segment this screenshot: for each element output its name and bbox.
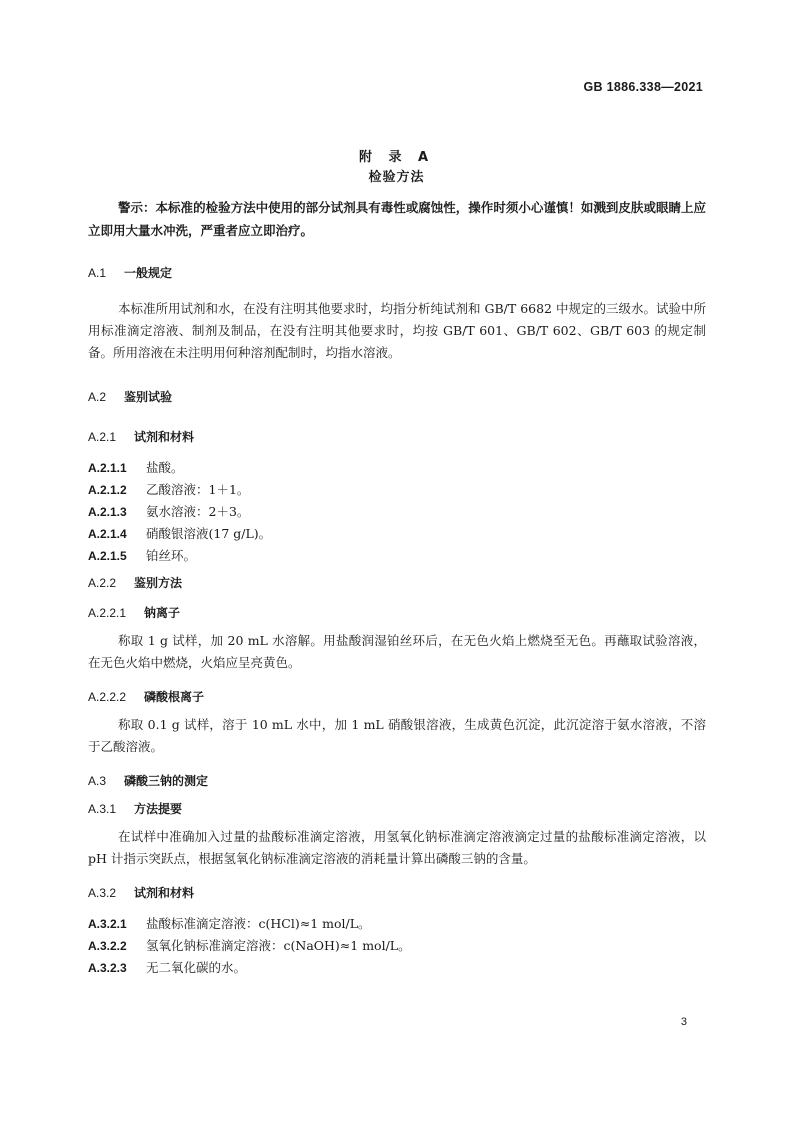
list-item xyxy=(88,502,249,520)
standard-code: GB 1886.338—2021 xyxy=(583,80,703,94)
item-number: A.3.2.2 xyxy=(88,939,127,953)
section-title: 鉴别试验 xyxy=(124,390,173,404)
section-a31-heading xyxy=(88,800,182,817)
section-a221-heading xyxy=(88,604,180,621)
section-title: 磷酸三钠的测定 xyxy=(124,774,209,788)
item-number: A.2.1.5 xyxy=(88,549,127,563)
list-item xyxy=(88,914,371,932)
section-a3-heading xyxy=(88,772,208,789)
section-a31-paragraph: 在试样中准确加入过量的盐酸标准滴定溶液，用氢氧化钠标准滴定溶液滴定过量的盐酸标准滴定溶液，以 pH 计指示突跃点，根据氢氧化钠标准滴定溶液的消耗量计算出磷酸三钠的含量。 xyxy=(88,829,706,866)
section-a222-heading xyxy=(88,688,204,705)
item-text: 盐酸。 xyxy=(146,460,184,475)
section-a222-paragraph: 称取 0.1 g 试样，溶于 10 mL 水中，加 1 mL 硝酸银溶液，生成黄色沉淀，此沉淀溶于氨水溶液，不溶于乙酸溶液。 xyxy=(88,717,706,754)
item-number: A.2.1.2 xyxy=(88,483,127,497)
item-text: 乙酸溶液：1＋1。 xyxy=(146,482,250,497)
item-text: 无二氧化碳的水。 xyxy=(146,960,247,975)
section-number: A.3 xyxy=(88,774,107,788)
item-number: A.3.2.1 xyxy=(88,917,127,931)
item-text: 氢氧化钠标准滴定溶液：c(NaOH)≈1 mol/L。 xyxy=(146,938,411,953)
section-title: 磷酸根离子 xyxy=(144,690,205,704)
section-a1-paragraph: 本标准所用试剂和水，在没有注明其他要求时，均指分析纯试剂和 GB/T 6682 中规定的三级水。试验中所用标准滴定溶液、制剂及制品，在没有注明其他要求时，均按 GB/T 601、GB/T 602、GB/T 603 的规定制备。所用溶液在未注明用何种溶剂配制时，均指水溶液。 xyxy=(88,301,706,360)
list-item xyxy=(88,480,249,498)
section-number: A.2 xyxy=(88,390,107,404)
section-a221-paragraph: 称取 1 g 试样，加 20 mL 水溶解。用盐酸润湿铂丝环后，在无色火焰上燃烧至无色。再蘸取试验溶液，在无色火焰中燃烧，火焰应呈亮黄色。 xyxy=(88,633,706,670)
section-a21-heading xyxy=(88,428,194,445)
list-item xyxy=(88,958,246,976)
list-item xyxy=(88,524,271,542)
section-a32-heading xyxy=(88,884,194,901)
section-title: 试剂和材料 xyxy=(134,430,195,444)
page-number: 3 xyxy=(680,1016,687,1028)
item-number: A.2.1.1 xyxy=(88,461,127,475)
item-text: 铂丝环。 xyxy=(146,548,197,563)
item-text: 硝酸银溶液(17 g/L)。 xyxy=(146,526,272,541)
section-number: A.3.2 xyxy=(88,886,117,900)
section-title: 钠离子 xyxy=(144,606,181,620)
section-number: A.3.1 xyxy=(88,802,117,816)
item-number: A.2.1.4 xyxy=(88,527,127,541)
section-title: 一般规定 xyxy=(124,266,173,280)
list-item xyxy=(88,458,184,476)
section-number: A.2.2.2 xyxy=(88,690,127,704)
item-number: A.3.2.3 xyxy=(88,961,127,975)
section-number: A.1 xyxy=(88,266,107,280)
item-text: 氨水溶液：2＋3。 xyxy=(146,504,250,519)
section-number: A.2.2.1 xyxy=(88,606,127,620)
section-title: 鉴别方法 xyxy=(134,576,183,590)
section-a1-heading xyxy=(88,264,172,281)
section-a2-heading xyxy=(88,388,172,405)
annex-subtitle: 检验方法 xyxy=(368,170,425,185)
list-item xyxy=(88,936,411,954)
section-title: 方法提要 xyxy=(134,802,183,816)
section-number: A.2.2 xyxy=(88,576,117,590)
annex-title: 附 录 A xyxy=(358,150,435,165)
item-number: A.2.1.3 xyxy=(88,505,127,519)
safety-warning: 警示：本标准的检验方法中使用的部分试剂具有毒性或腐蚀性，操作时须小心谨慎！如溅到皮肤或眼睛上应立即用大量水冲洗，严重者应立即治疗。 xyxy=(88,200,706,238)
list-item xyxy=(88,546,196,564)
item-text: 盐酸标准滴定溶液：c(HCl)≈1 mol/L。 xyxy=(146,916,371,931)
section-number: A.2.1 xyxy=(88,430,117,444)
section-a22-heading xyxy=(88,574,182,591)
section-title: 试剂和材料 xyxy=(134,886,195,900)
